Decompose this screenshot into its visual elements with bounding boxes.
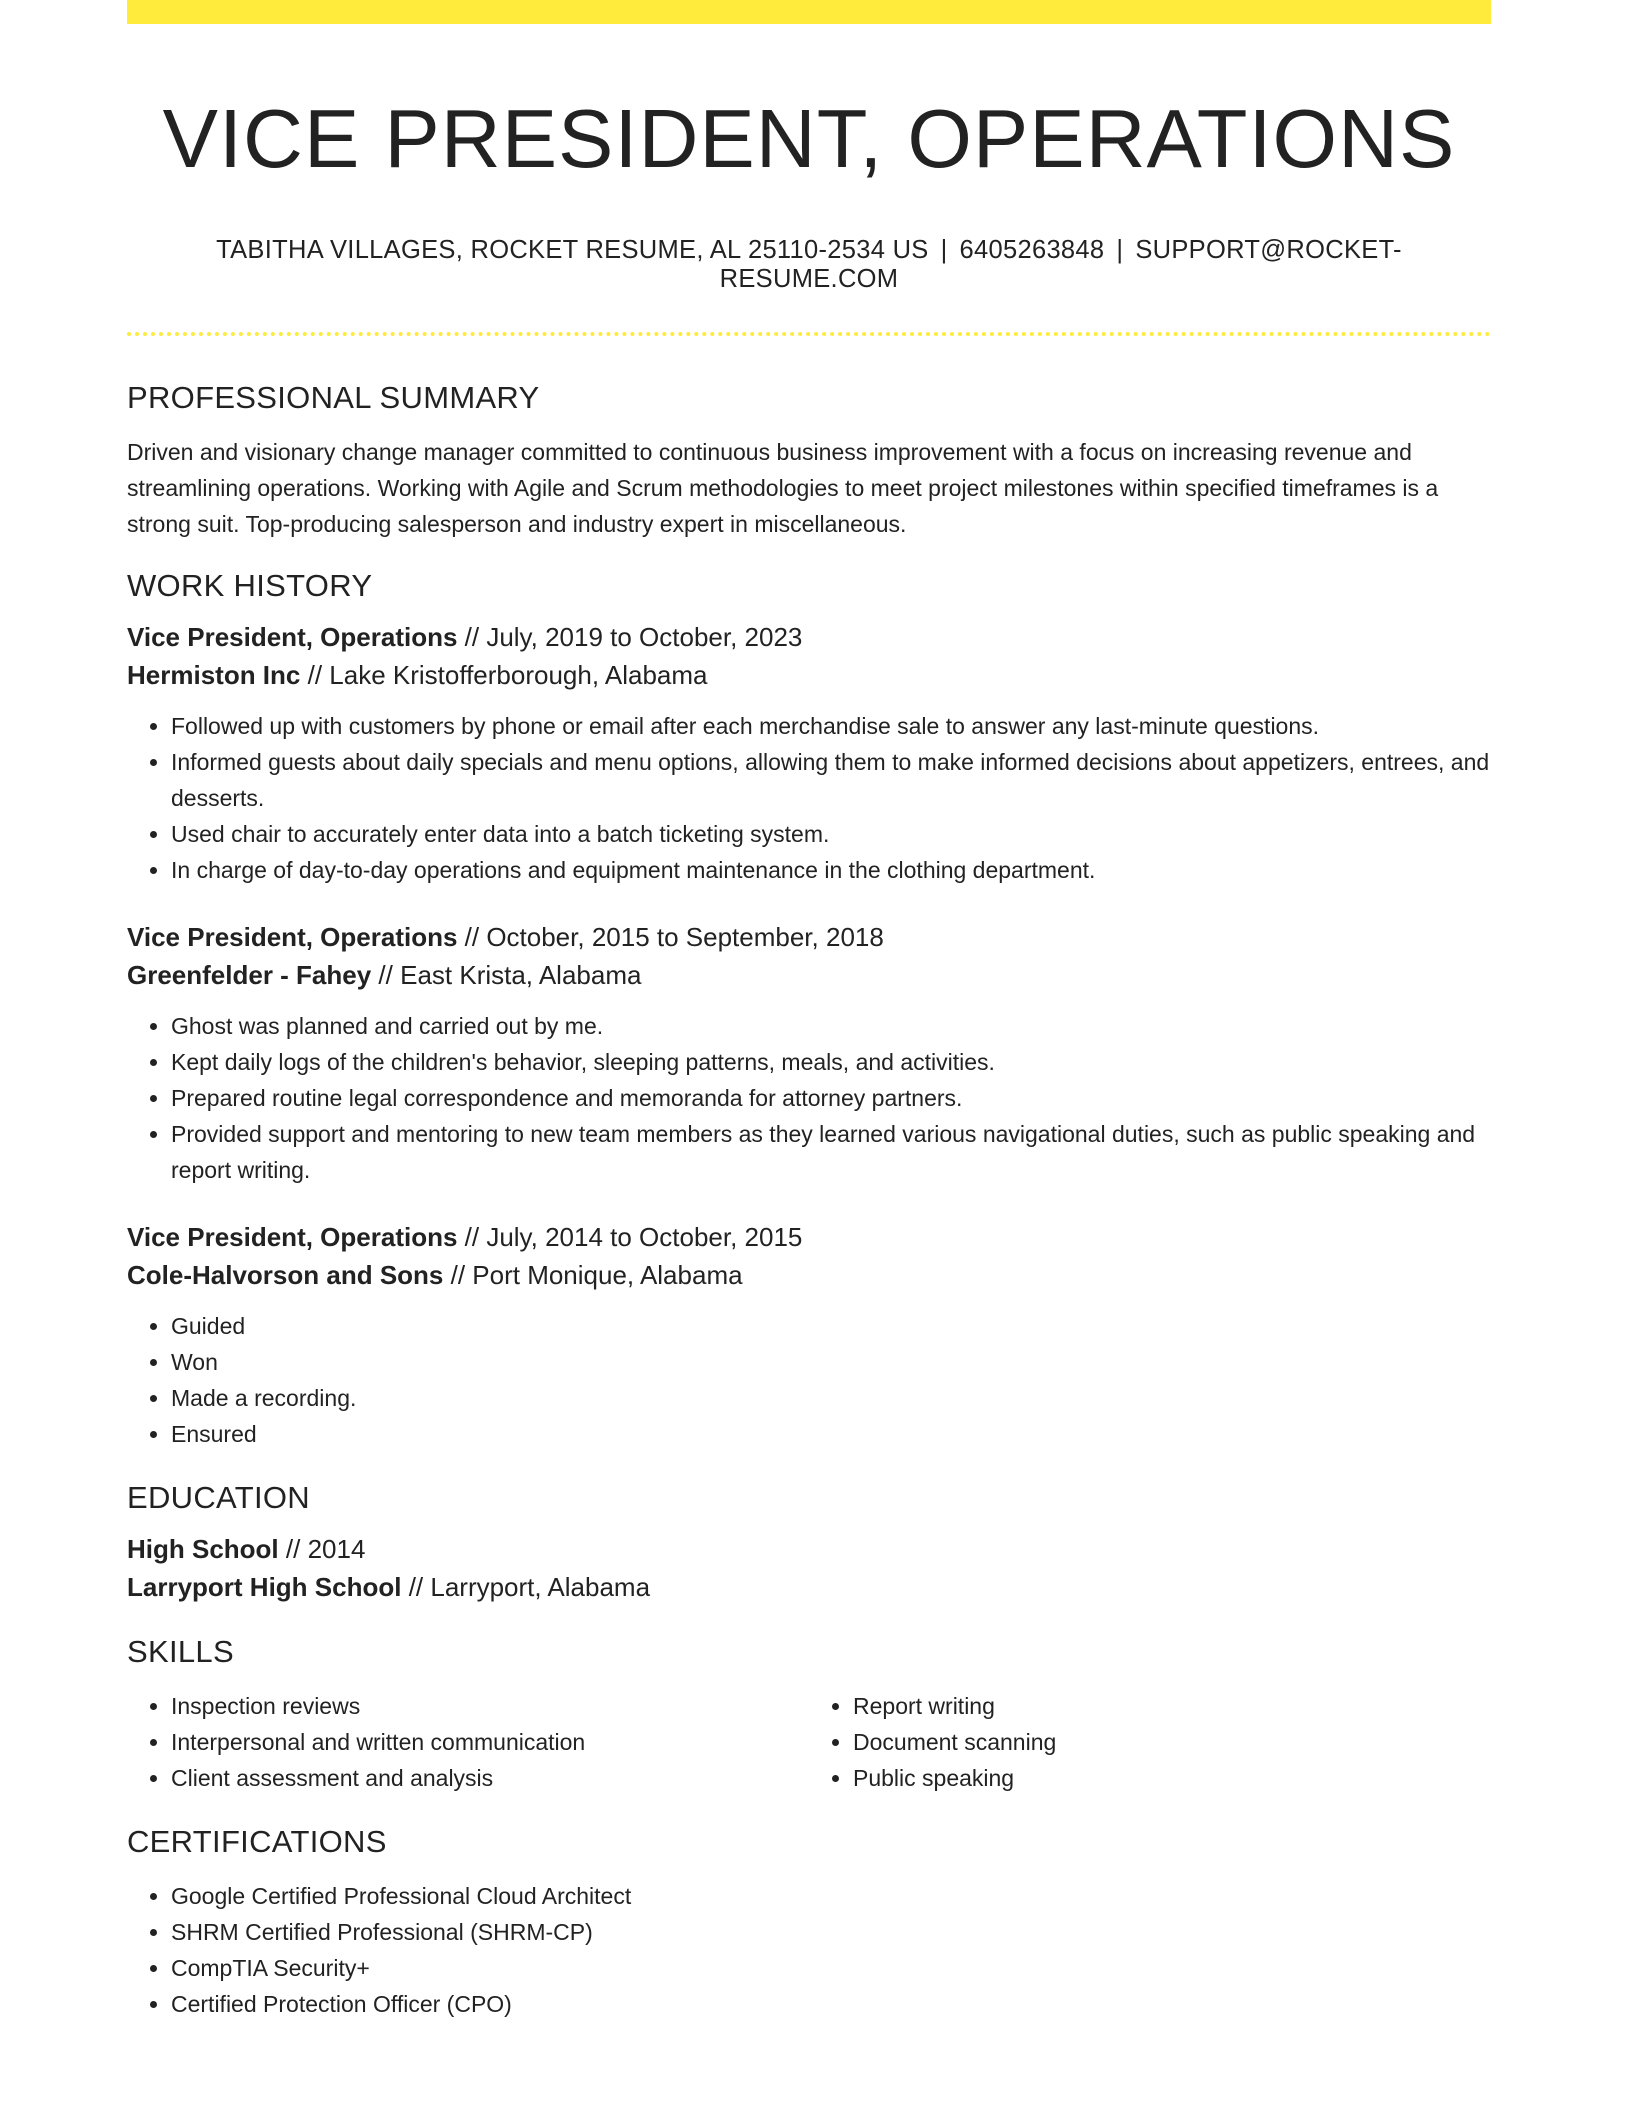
list-item: • Ensured xyxy=(171,1416,1491,1452)
certifications-heading: CERTIFICATIONS xyxy=(127,1824,387,1859)
page-title: VICE PRESIDENT, OPERATIONS xyxy=(162,92,1456,185)
degree: High School xyxy=(127,1534,279,1564)
list-item: • Made a recording. xyxy=(171,1380,1491,1416)
list-item: • Inspection reviews xyxy=(171,1688,809,1724)
school-line xyxy=(127,1568,1491,1606)
skills-heading: SKILLS xyxy=(127,1634,234,1669)
job-title: Vice President, Operations xyxy=(127,922,458,952)
job-entry xyxy=(127,918,1491,1188)
job-bullets xyxy=(127,1308,1491,1452)
job-entry xyxy=(127,618,1491,888)
job-title-line xyxy=(127,1218,1491,1256)
summary-text: Driven and visionary change manager committed to continuous business improvement with a focus on increasing revenue and streamlining operations. Working with Agile and Scrum methodologies to meet project milestones within specified timeframes is a strong suit. Top-producing salesperson and industry expert in miscellaneous. xyxy=(127,439,1439,537)
job-bullets xyxy=(127,708,1491,888)
list-item: • Public speaking xyxy=(853,1760,1491,1796)
dotted-divider xyxy=(127,332,1491,336)
job-company-line xyxy=(127,656,1491,694)
job-title: Vice President, Operations xyxy=(127,622,458,652)
education-heading: EDUCATION xyxy=(127,1480,310,1515)
accent-bar xyxy=(127,0,1491,24)
job-title-line xyxy=(127,918,1491,956)
list-item: • Report writing xyxy=(853,1688,1491,1724)
job-dates: // October, 2015 to September, 2018 xyxy=(457,922,884,952)
certifications-list xyxy=(127,1878,1491,2022)
skills-grid xyxy=(127,1688,1491,1796)
job-title: Vice President, Operations xyxy=(127,1222,458,1252)
list-item: • Prepared routine legal correspondence and memoranda for attorney partners. xyxy=(171,1080,1491,1116)
contact-line xyxy=(127,236,1491,294)
list-item: • Followed up with customers by phone or email after each merchandise sale to answer any last-minute questions. xyxy=(171,708,1491,744)
job-title-line xyxy=(127,618,1491,656)
list-item: • Guided xyxy=(171,1308,1491,1344)
list-item: • SHRM Certified Professional (SHRM-CP) xyxy=(171,1914,1491,1950)
list-item: • Kept daily logs of the children's behavior, sleeping patterns, meals, and activities. xyxy=(171,1044,1491,1080)
job-bullets xyxy=(127,1008,1491,1188)
school-name: Larryport High School xyxy=(127,1572,402,1602)
list-item: • CompTIA Security+ xyxy=(171,1950,1491,1986)
resume-page xyxy=(127,0,1491,2022)
address: TABITHA VILLAGES, ROCKET RESUME, AL 25110-2534 US xyxy=(216,236,929,264)
graduation-year: // 2014 xyxy=(278,1534,366,1564)
skills-column-right xyxy=(809,1688,1491,1796)
list-item: • Informed guests about daily specials and menu options, allowing them to make informed decisions about appetizers, entrees, and desserts. xyxy=(171,744,1491,816)
email-link[interactable]: SUPPORT@ROCKET-RESUME.COM xyxy=(719,236,1402,293)
job-location: // Port Monique, Alabama xyxy=(443,1260,743,1290)
list-item: • Provided support and mentoring to new team members as they learned various navigational duties, such as public speaking and report writing. xyxy=(171,1116,1491,1188)
job-dates: // July, 2019 to October, 2023 xyxy=(457,622,803,652)
skills-column-left xyxy=(127,1688,809,1796)
work-history-heading: WORK HISTORY xyxy=(127,568,373,603)
job-company: Cole-Halvorson and Sons xyxy=(127,1260,444,1290)
job-company-line xyxy=(127,956,1491,994)
list-item: • Won xyxy=(171,1344,1491,1380)
job-company: Greenfelder - Fahey xyxy=(127,960,372,990)
degree-line xyxy=(127,1530,1491,1568)
job-location: // East Krista, Alabama xyxy=(371,960,642,990)
separator: | xyxy=(940,236,948,264)
job-location: // Lake Kristofferborough, Alabama xyxy=(300,660,708,690)
list-item: • Ghost was planned and carried out by me. xyxy=(171,1008,1491,1044)
school-location: // Larryport, Alabama xyxy=(401,1572,651,1602)
job-company-line xyxy=(127,1256,1491,1294)
phone: 6405263848 xyxy=(959,236,1105,264)
list-item: • Interpersonal and written communication xyxy=(171,1724,809,1760)
summary-heading: PROFESSIONAL SUMMARY xyxy=(127,380,540,415)
list-item: • Used chair to accurately enter data into a batch ticketing system. xyxy=(171,816,1491,852)
job-entry xyxy=(127,1218,1491,1452)
list-item: • Client assessment and analysis xyxy=(171,1760,809,1796)
job-company: Hermiston Inc xyxy=(127,660,301,690)
separator: | xyxy=(1116,236,1124,264)
list-item: • Certified Protection Officer (CPO) xyxy=(171,1986,1491,2022)
education-entry xyxy=(127,1530,1491,1606)
list-item: • Document scanning xyxy=(853,1724,1491,1760)
list-item: • Google Certified Professional Cloud Architect xyxy=(171,1878,1491,1914)
job-dates: // July, 2014 to October, 2015 xyxy=(457,1222,803,1252)
list-item: • In charge of day-to-day operations and equipment maintenance in the clothing department. xyxy=(171,852,1491,888)
